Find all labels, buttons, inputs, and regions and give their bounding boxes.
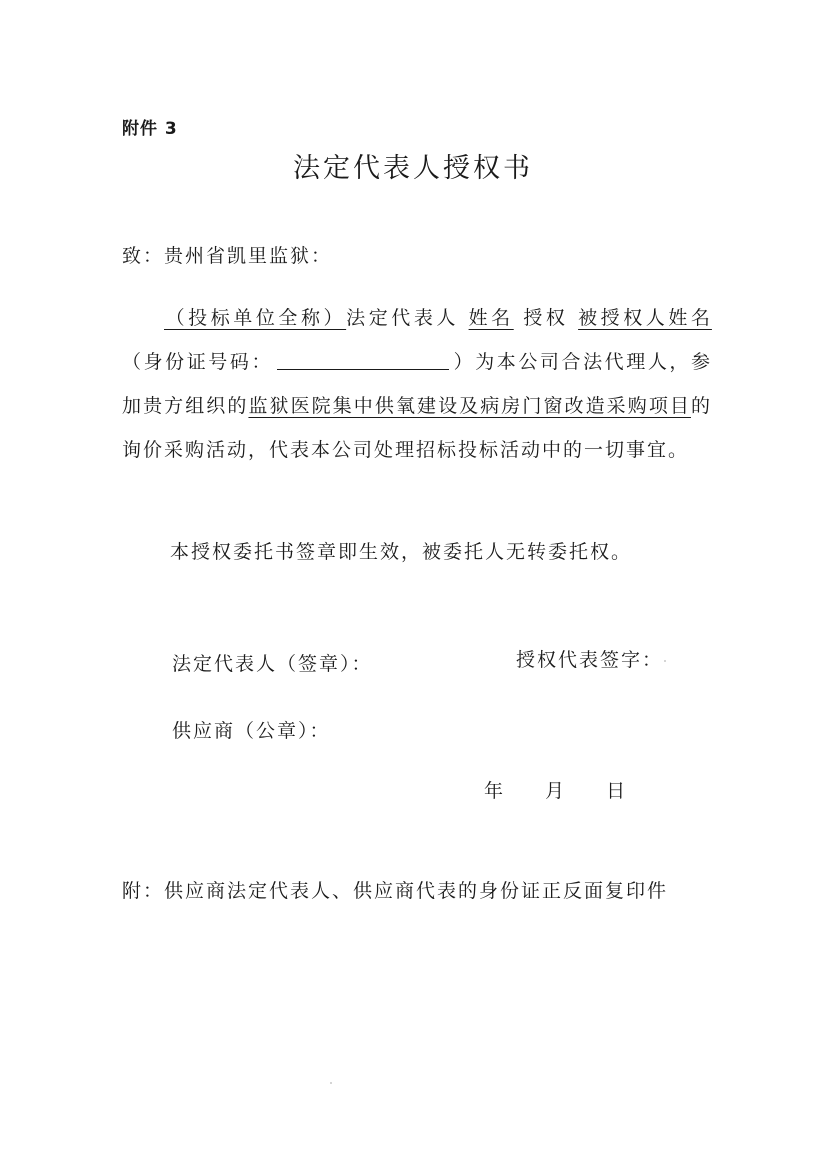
id-number-close: ）为本公司合法代理人，参加贵方组织的 (122, 351, 712, 417)
legal-rep-text: 法定代表人 (346, 307, 459, 329)
rep-name-field: 姓名 (468, 307, 514, 329)
supplier-seal-label: 供应商（公章）： (172, 720, 331, 742)
authorized-name-field: 被授权人姓名 (578, 307, 712, 329)
effect-note: 本授权委托书签章即生效，被委托人无转委托权。 (170, 541, 633, 563)
appendix-note: 附：供应商法定代表人、供应商代表的身份证正反面复印件 (122, 880, 669, 902)
addressee-line: 致：贵州省凯里监狱： (122, 245, 333, 267)
bidder-name-field: （投标单位全称） (164, 307, 347, 329)
authorized-rep-signature-label: 授权代表签字： (516, 649, 664, 671)
scan-speck (664, 660, 666, 662)
date-line (484, 776, 625, 803)
document-title: 法定代表人授权书 (293, 153, 533, 184)
date-day: 日 (606, 780, 626, 802)
scan-speck (330, 1082, 332, 1084)
attachment-label: 附件 3 (122, 119, 178, 139)
authorization-paragraph (122, 296, 712, 472)
date-month: 月 (545, 780, 565, 802)
id-number-blank (277, 347, 449, 370)
legal-rep-signature-label: 法定代表人（签章）： (172, 653, 373, 675)
id-number-open: （身份证号码： (122, 351, 274, 373)
authorize-text: 授权 (523, 307, 569, 329)
paragraph-tail: 的询价采购活动，代表本公司处理招标投标活动中的一切事宜。 (122, 395, 712, 461)
date-year: 年 (484, 780, 504, 802)
project-name-field: 监狱医院集中供氧建设及病房门窗改造采购项目 (248, 395, 691, 417)
